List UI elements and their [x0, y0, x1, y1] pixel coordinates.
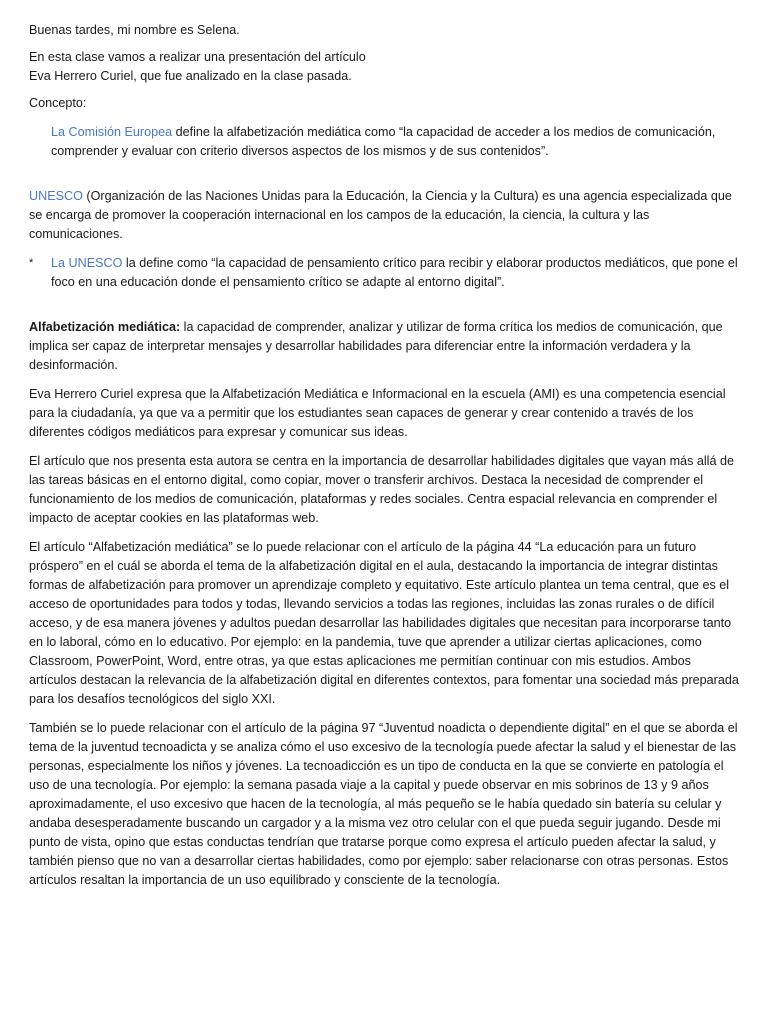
- greeting-text: Buenas tardes, mi nombre es Selena.: [29, 23, 240, 37]
- body-paragraph-1: Eva Herrero Curiel expresa que la Alfabetización Mediática e Informacional en la escuela (AMI) es una competencia esencial para la ciudadanía, ya que va a permitir que los estudiantes sean capaces de generar y crear contenido a través de los diferentes códigos mediáticos para expresar y comunicar sus ideas.: [29, 387, 726, 439]
- concepto-label: Concepto:: [29, 96, 87, 110]
- la-unesco-link[interactable]: La UNESCO: [51, 256, 123, 270]
- body-paragraph-3: El artículo “Alfabetización mediática” se lo puede relacionar con el artículo de la página 44 “La educación para un futuro próspero” en el cuál se aborda el tema de la alfabetización digital en el aula, destacando la importancia de integrar distintas formas de alfabetización para promover un aprendizaje completo y equitativo. Este artículo plantea un tema central, que es el acceso de oportunidades para todos y todas, llevando servicios a todas las regiones, incluidas las zonas rurales o de difícil acceso, y de esa manera jóvenes y adultos puedan desarrollar las habilidades digitales que necesitan para incorporarse tanto en lo laboral, cómo en lo educativo. Por ejemplo: en la pandemia, tuve que aprender a utilizar ciertas aplicaciones, como Classroom, PowerPoint, Word, entre otras, ya que estas aplicaciones me permitían continuar con mis estudios. Ambos artículos destacan la relevancia de la alfabetización digital en diferentes contextos, para fomentar una sociedad más preparada para los desafíos tecnológicos del siglo XXI.: [29, 540, 739, 706]
- comision-paragraph: [51, 123, 739, 161]
- asterisk-bullet-icon: *: [29, 257, 34, 269]
- unesco-paragraph: [29, 187, 739, 244]
- unesco-text: (Organización de las Naciones Unidas para la Educación, la Ciencia y la Cultura) es una agencia especializada que se encarga de promover la cooperación internacional en los campos de la educación, la ciencia, la cultura y las comunicaciones.: [29, 189, 732, 241]
- document-page: [29, 21, 739, 890]
- unesco-link[interactable]: UNESCO: [29, 189, 83, 203]
- alfabetizacion-paragraph: [29, 318, 739, 375]
- intro-paragraph: [29, 48, 739, 86]
- alfabetizacion-term: Alfabetización mediática:: [29, 320, 181, 334]
- body-paragraph-4: También se lo puede relacionar con el artículo de la página 97 “Juventud noadicta o dependiente digital” en el que se aborda el tema de la juventud tecnoadicta y se analiza cómo el uso excesivo de la tecnología puede afectar la salud y el bienestar de las personas, especialmente los niños y jóvenes. La tecnoadicción es un tipo de conducta en la que se convierte en patología el uso de una tecnología. Por ejemplo: la semana pasada viaje a la capital y puede observar en mis sobrinos de 13 y 9 años aproximadamente, el uso excesivo que hacen de la tecnología, al más pequeño se le había quedado sin batería su celular y andaba desesperadamente buscando un cargador y a la misma vez otro celular con el que pueda seguir jugando. Desde mi punto de vista, opino que estas conductas tendrían que tratarse porque como expresa el artículo pueden afectar la salud, y también pienso que no van a desarrollar ciertas habilidades, como por ejemplo: saber relacionarse con otras personas. Estos artículos resaltan la importancia de un uso equilibrado y consciente de la tecnología.: [29, 721, 738, 887]
- body-paragraph-2: El artículo que nos presenta esta autora se centra en la importancia de desarrollar habilidades digitales que vayan más allá de las tareas básicas en el entorno digital, como copiar, mover o transferir archivos. Destaca la necesidad de comprender el funcionamiento de los medios de comunicación, plataformas y redes sociales. Centra espacial relevancia en comprender el impacto de aceptar cookies en las plataformas web.: [29, 454, 734, 525]
- intro-line-1: En esta clase vamos a realizar una presentación del artículo: [29, 50, 366, 64]
- comision-text: define la alfabetización mediática como “la capacidad de acceder a los medios de comunicación, comprender y evaluar con criterio diversos aspectos de los mismos y de sus contenidos”.: [51, 125, 716, 158]
- comision-europea-link[interactable]: La Comisión Europea: [51, 125, 173, 139]
- alfabetizacion-text: la capacidad de comprender, analizar y utilizar de forma crítica los medios de comunicación, que implica ser capaz de interpretar mensajes y desarrollar habilidades para diferenciar entre la información verdadera y la desinformación.: [29, 320, 723, 372]
- unesco-bullet-item: [29, 254, 739, 292]
- unesco-bullet-text-wrap: [51, 254, 739, 292]
- intro-line-2: Eva Herrero Curiel, que fue analizado en la clase pasada.: [29, 69, 352, 83]
- unesco-bullet-text: la define como “la capacidad de pensamiento crítico para recibir y elaborar productos mediáticos, que pone el foco en una educación donde el pensamiento crítico se adapte al entorno digital”.: [51, 256, 738, 289]
